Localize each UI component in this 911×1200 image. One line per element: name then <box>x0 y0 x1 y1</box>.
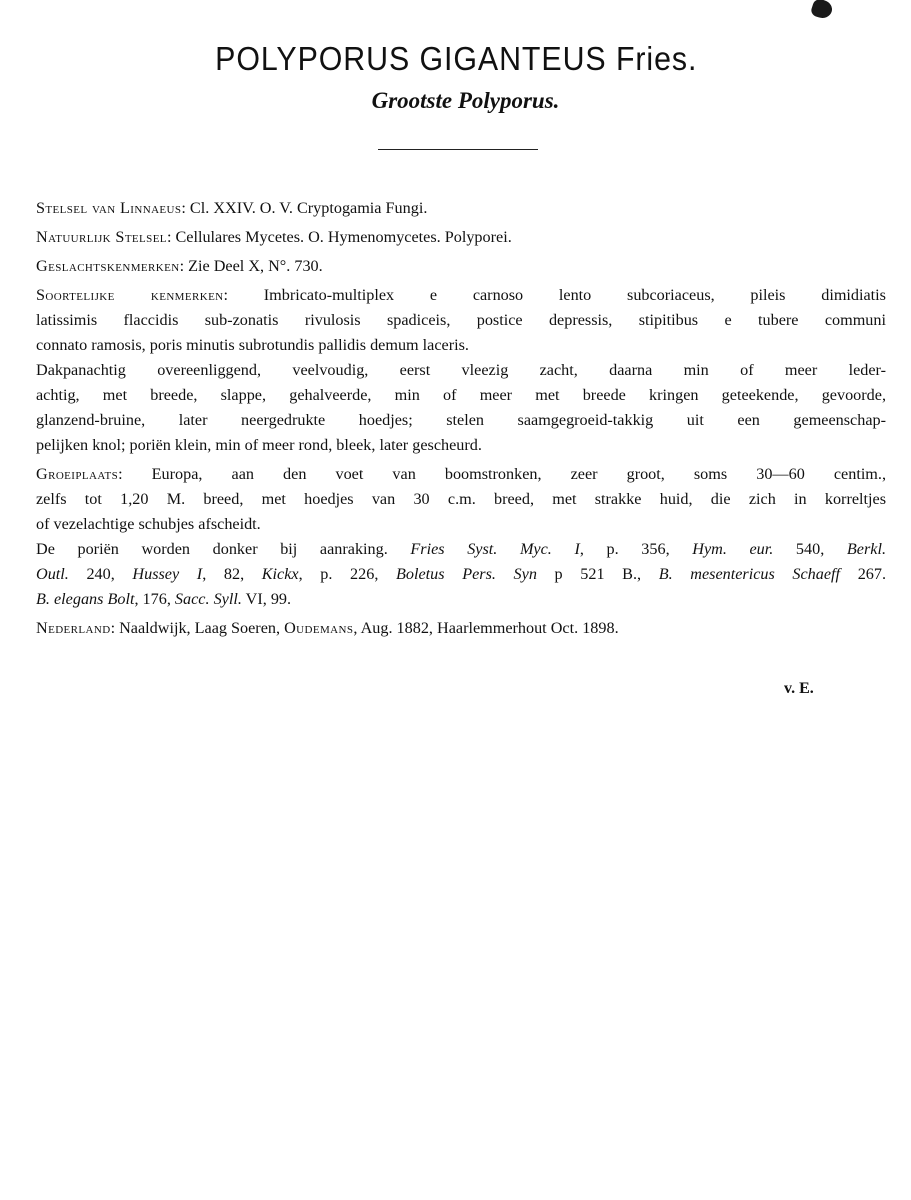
title-divider <box>378 149 538 150</box>
netherlands-line: Nederland: Naaldwijk, Laag Soeren, Oudemans, Aug. 1882, Haarlemmerhout Oct. 1898. <box>36 619 619 637</box>
author-signature: v. E. <box>784 680 814 697</box>
dutch-description-paragraph: Dakpanachtig overeenliggend, veelvoudig, eerst vleezig zacht, daarna min of meer leder- achtig, met breede, slappe, gehalveerde, min of meer met breede kringen geteekende, gevoorde, glanzend-bruine, later neergedrukte hoedjes; stelen saamgegroeid-takkig uit een gemeenschap- pelijken knol; poriën klein, min of meer rond, bleek, later gescheurd. <box>36 361 886 454</box>
ink-blot <box>810 0 835 21</box>
species-characters-paragraph: Soortelijke kenmerken: Imbricato-multiplex e carnoso lento subcoriaceus, pileis dimidiatis latissimis flaccidis sub-zonatis rivulosis spadiceis, postice depressis, stipitibus e tubere communi connato ramosis, poris minutis subrotundis pallidis demum laceris. <box>36 286 886 354</box>
genus-characters-line: Geslachtskenmerken: Zie Deel X, N°. 730. <box>36 257 323 275</box>
linnaeus-line: Stelsel van Linnaeus: Cl. XXIV. O. V. Cryptogamia Fungi. <box>36 199 428 217</box>
habitat-paragraph: Groeiplaats: Europa, aan den voet van boomstronken, zeer groot, soms 30—60 centim., zelfs tot 1,20 M. breed, met hoedjes van 30 c.m. breed, met strakke huid, die zich in korreltjes of vezelachtige schubjes afscheidt. <box>36 465 886 533</box>
references-paragraph: De poriën worden donker bij aanraking. Fries Syst. Myc. I, p. 356, Hym. eur. 540, Berkl. Outl. 240, Hussey I, 82, Kickx, p. 226, Boletus Pers. Syn p 521 B., B. mesentericus Schaeff 267. B. elegans Bolt, 176, Sacc. Syll. VI, 99. <box>36 540 887 608</box>
description-body <box>36 196 886 641</box>
species-subtitle: Grootste Polyporus. <box>371 88 560 113</box>
natural-system-line: Natuurlijk Stelsel: Cellulares Mycetes. O. Hymenomycetes. Polyporei. <box>36 228 512 246</box>
species-title: POLYPORUS GIGANTEUS Fries. <box>215 40 698 77</box>
